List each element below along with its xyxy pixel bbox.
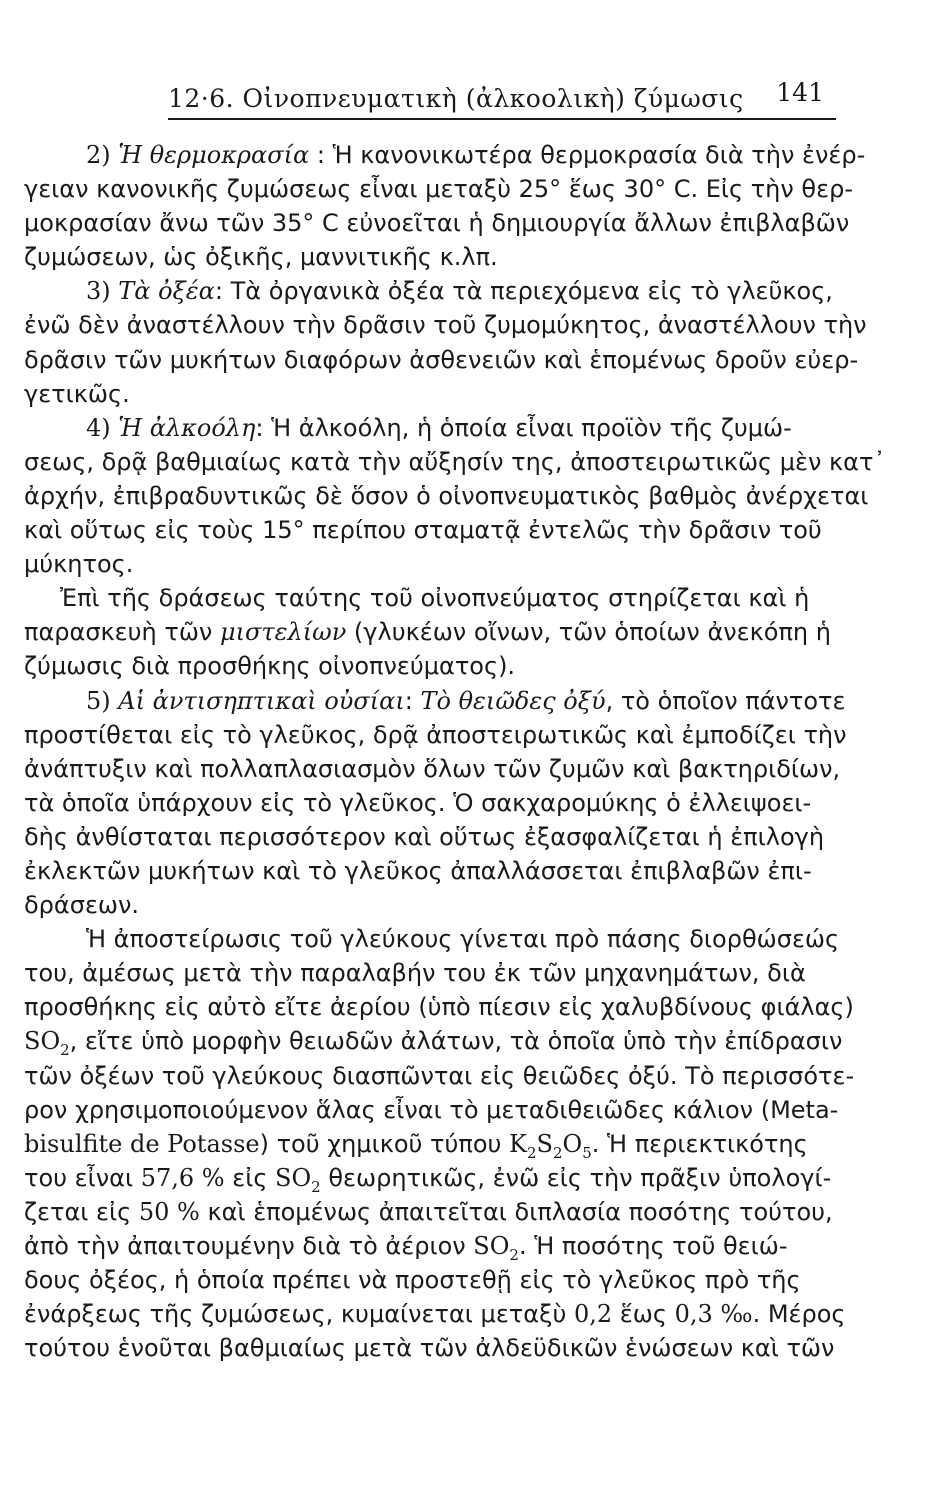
text-run: γετικῶς. (24, 379, 130, 408)
text-run: ἕως (612, 1300, 675, 1329)
text-run: μύκητος. (24, 550, 134, 579)
page-number: 141 (776, 78, 824, 107)
text-run: εἰς (224, 1163, 276, 1192)
text-line (24, 649, 844, 683)
text-run: : (404, 686, 421, 715)
text-run: μιστελίων (219, 618, 347, 647)
text-line (24, 1263, 844, 1297)
text-run: . Ἡ περιεκτικότης (591, 1129, 808, 1158)
text-run: 2 (60, 1041, 70, 1060)
text-line (24, 172, 853, 206)
text-run: ἐνῶ δὲν ἀναστέλλουν τὴν δρᾶσιν τοῦ ζυμομύκητος, ἀναστέλλουν τὴν (24, 311, 867, 340)
text-line (24, 206, 850, 240)
text-run: καὶ ἑπομένως ἀπαιτεῖται διπλασία ποσότης τούτου, (199, 1197, 833, 1226)
text-line (24, 240, 844, 274)
text-line (24, 411, 844, 445)
text-run: μοκρασίαν ἄνω τῶν 35° C εὐνοεῖται ἡ δημιουργία ἄλλων ἐπιβλαβῶν (24, 209, 850, 238)
text-run: 5) (86, 686, 119, 715)
text-run: δὴς ἀνθίσταται περισσότερον καὶ οὕτως ἐξασφαλίζεται ἡ ἐπιλογὴ (24, 822, 825, 851)
text-run: τούτου ἑνοῦται βαθμιαίως μετὰ τῶν ἀλδεϋδικῶν ἑνώσεων καὶ τῶν (24, 1334, 835, 1363)
text-run: 50 % (138, 1197, 200, 1226)
text-run: Ἡ ἀλκοόλη (118, 413, 256, 442)
text-line (24, 513, 844, 547)
paragraph-p3 (24, 411, 886, 581)
text-run: ζυμώσεων, ὡς ὀξικῆς, μαννιτικῆς κ.λπ. (24, 243, 498, 272)
page-header (168, 78, 836, 122)
text-run: Ἡ ἀποστείρωσις τοῦ γλεύκους γίνεται πρὸ πάσης διορθώσεώς (86, 925, 840, 954)
text-run: , τὸ ὁποῖον πάντοτε (605, 686, 846, 715)
text-run: Ἐπὶ τῆς δράσεως ταύτης τοῦ οἰνοπνεύματος στηρίζεται καὶ ἡ (60, 584, 810, 613)
text-run: ζύμωσις διὰ προσθήκης οἰνοπνεύματος). (24, 652, 516, 681)
text-line (24, 1127, 844, 1161)
text-run: δους ὀξέος, ἡ ὁποία πρέπει νὰ προστεθῇ εἰς τὸ γλεῦκος πρὸ τῆς (24, 1266, 801, 1295)
paragraph-p4 (24, 581, 844, 683)
text-run: προστίθεται εἰς τὸ γλεῦκος, δρᾷ ἀποστειρωτικῶς καὶ ἐμποδίζει τὴν (24, 720, 847, 749)
text-run: ἐκλεκτῶν μυκήτων καὶ τὸ γλεῦκος ἀπαλλάσσεται ἐπιβλαβῶν ἐπι- (24, 856, 812, 885)
paragraph-p1 (24, 138, 866, 274)
text-run: 2 (509, 1245, 519, 1264)
text-run: 0,3 ‰ (674, 1300, 753, 1329)
text-line (24, 1331, 844, 1365)
text-run: 5 (582, 1143, 592, 1162)
text-run: του, ἀμέσως μετὰ τὴν παραλαβήν του ἐκ τῶν μηχανημάτων, διὰ (24, 959, 806, 988)
text-run: . Μέρος (752, 1300, 846, 1329)
text-run: 57,6 % (140, 1163, 225, 1192)
text-run: 2 (311, 1177, 321, 1196)
text-run: O (562, 1129, 583, 1158)
text-run: τὰ ὁποῖα ὑπάρχουν εἰς τὸ γλεῦκος. Ὁ σακχαρομύκης ὁ ἐλλειψοει- (24, 788, 812, 817)
text-run: (γλυκέων οἴνων, τῶν ὁποίων ἀνεκόπη ἡ (346, 618, 831, 647)
running-title: 12·6. Οἰνοπνευματικὴ (ἀλκοολικὴ) ζύμωσις (168, 84, 744, 113)
text-line (24, 138, 866, 172)
text-run: : Ἡ κανονικωτέρα θερμοκρασία διὰ τὴν ἐνέρ- (309, 141, 866, 169)
text-run: τῶν ὀξέων τοῦ γλεύκους διασπῶνται εἰς θειῶδες ὀξύ. Τὸ περισσότε- (24, 1061, 855, 1090)
text-run: προσθήκης εἰς αὐτὸ εἴτε ἀερίου (ὑπὸ πίεσιν εἰς χαλυβδίνους φιάλας) (24, 993, 854, 1022)
text-run: 0,2 (573, 1300, 613, 1329)
text-run: θεωρητικῶς, ἐνῶ εἰς τὴν πρᾶξιν ὑπολογί- (320, 1163, 832, 1192)
text-line (24, 581, 844, 615)
text-line (24, 922, 844, 956)
text-run: K (509, 1129, 527, 1158)
text-run: γειαν κανονικῆς ζυμώσεως εἶναι μεταξὺ 25° ἕως 30° C. Εἰς τὴν θερ- (24, 175, 853, 204)
text-run: ἀρχήν, ἐπιβραδυντικῶς δὲ ὅσον ὁ οἰνοπνευματικὸς βαθμὸς ἀνέρχεται (24, 481, 869, 510)
text-line (24, 343, 859, 377)
text-line (24, 752, 844, 786)
text-run: καὶ οὕτως εἰς τοὺς 15° περίπου σταματᾷ ἐντελῶς τὴν δρᾶσιν τοῦ (24, 516, 822, 545)
text-run: bisulfite de Potasse (24, 1129, 260, 1158)
text-line (24, 990, 854, 1024)
text-line (24, 786, 844, 820)
text-line (24, 820, 844, 854)
text-line (24, 1229, 844, 1263)
text-line (24, 888, 844, 922)
text-line (24, 445, 886, 479)
paragraph-p5 (24, 684, 847, 923)
text-run: SO (473, 1232, 510, 1260)
text-line (24, 1195, 844, 1229)
text-line (24, 1059, 855, 1093)
text-run: δρᾶσιν τῶν μυκήτων διαφόρων ἀσθενειῶν καὶ ἑπομένως δροῦν εὐερ- (24, 345, 859, 374)
text-run: 3) (86, 277, 119, 306)
text-run: . Ἡ ποσότης τοῦ θειώ- (518, 1232, 788, 1260)
body-text (24, 138, 886, 1365)
text-line (24, 1297, 844, 1331)
text-run: παρασκευὴ τῶν (24, 618, 220, 647)
paragraph-p2 (24, 274, 867, 410)
text-line (24, 718, 847, 752)
text-run: : Τὰ ὀργανικὰ ὀξέα τὰ περιεχόμενα εἰς τὸ γλεῦκος, (214, 277, 833, 306)
text-run: ρον χρησιμοποιούμενον ἅλας εἶναι τὸ μεταδιθειῶδες κάλιον (Meta- (24, 1095, 839, 1124)
text-line (24, 854, 844, 888)
text-run: του εἶναι (24, 1163, 141, 1192)
text-line (24, 1024, 844, 1058)
text-run: 2 (552, 1143, 563, 1162)
text-run: , εἴτε ὑπὸ μορφὴν θειωδῶν ἀλάτων, τὰ ὁποῖα ὑπὸ τὴν ἐπίδρασιν (69, 1027, 843, 1056)
text-line (24, 377, 844, 411)
text-run: 2 (526, 1143, 537, 1162)
text-run: SO (24, 1027, 61, 1056)
text-line (24, 274, 844, 308)
text-run: 2) (86, 141, 119, 169)
header-rule (168, 118, 836, 120)
text-line (24, 1093, 844, 1127)
text-run: δράσεων. (24, 891, 140, 920)
paragraph-p6 (24, 922, 855, 1365)
text-run: ἐνάρξεως τῆς ζυμώσεως, κυμαίνεται μεταξὺ (24, 1300, 574, 1329)
text-line (24, 615, 844, 649)
text-run: Αἱ ἀντισηπτικαὶ οὐσίαι (118, 686, 405, 715)
text-line (24, 1161, 844, 1195)
text-run: SO (275, 1163, 312, 1192)
text-run: S (536, 1129, 553, 1158)
text-run: : Ἡ ἀλκοόλη, ἡ ὁποία εἶναι προϊὸν τῆς ζυμώ- (255, 413, 792, 442)
text-line (24, 479, 869, 513)
text-line (24, 308, 867, 342)
text-line (24, 547, 844, 581)
text-run: σεως, δρᾷ βαθμιαίως κατὰ τὴν αὔξησίν της, ἀποστειρωτικῶς μὲν κατ᾽ (24, 447, 886, 476)
text-run: ἀπὸ τὴν ἀπαιτουμένην διὰ τὸ ἀέριον (24, 1232, 474, 1260)
text-line (24, 956, 844, 990)
text-run: Ἡ θερμοκρασία (118, 141, 310, 169)
text-run: 4) (86, 413, 119, 442)
text-run: Τὰ ὀξέα (118, 277, 215, 306)
text-run: Τὸ θειῶδες ὀξύ (420, 686, 606, 715)
text-run: ) τοῦ χημικοῦ τύπου (259, 1129, 510, 1158)
text-run: ζεται εἰς (24, 1197, 139, 1226)
text-run: ἀνάπτυξιν καὶ πολλαπλασιασμὸν ὅλων τῶν ζυμῶν καὶ βακτηριδίων, (24, 754, 841, 783)
text-line (24, 684, 844, 718)
